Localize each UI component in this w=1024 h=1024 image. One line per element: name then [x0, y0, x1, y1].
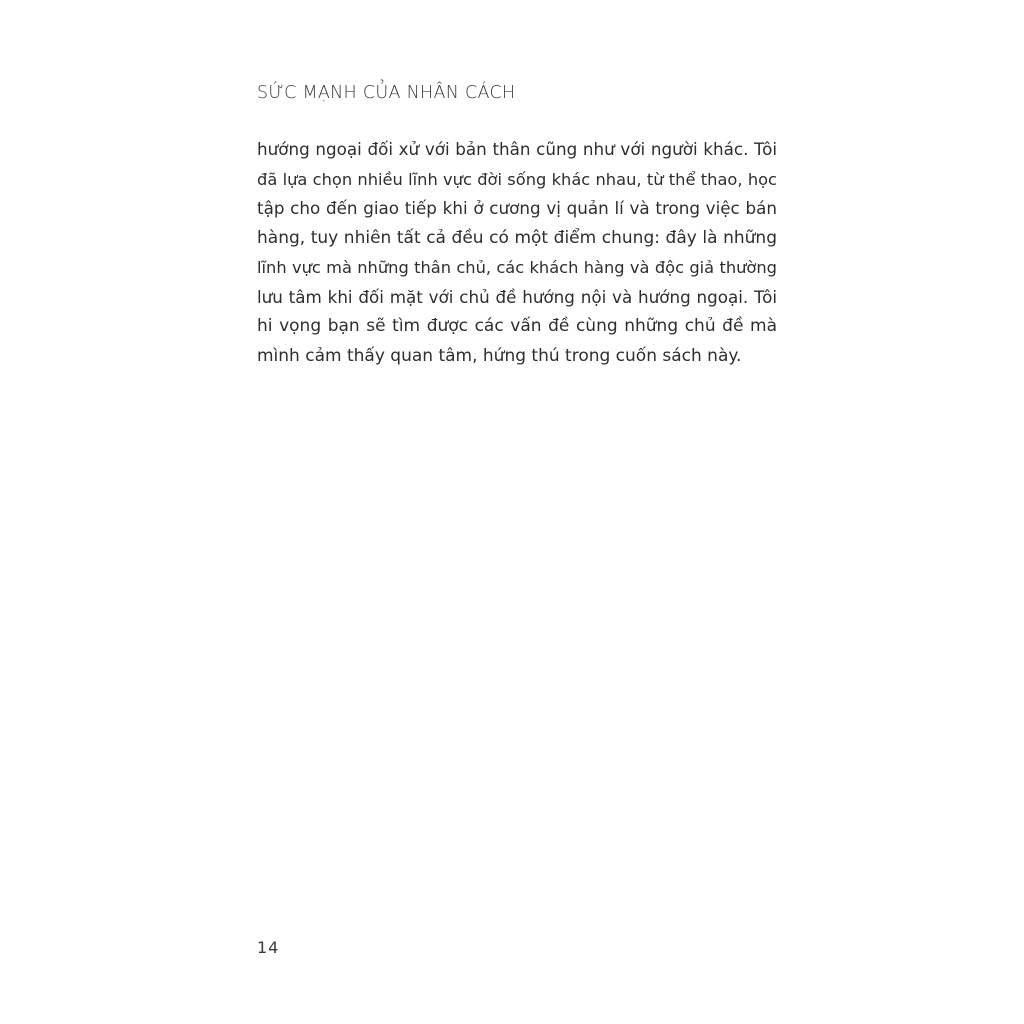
paragraph-line: hi vọng bạn sẽ tìm được các vấn đề cùng những chủ đề mà — [257, 316, 777, 336]
paragraph-line: mình cảm thấy quan tâm, hứng thú trong cuốn sách này. — [257, 345, 742, 366]
paragraph-line: lĩnh vực mà những thân chủ, các khách hàng và độc giả thường — [257, 258, 777, 277]
page-number: 14 — [257, 938, 280, 957]
body-paragraph — [257, 135, 777, 371]
paragraph-line: hàng, tuy nhiên tất cả đều có một điểm chung: đây là những — [257, 227, 777, 248]
running-header-title: SỨC MẠNH CỦA NHÂN CÁCH — [257, 83, 516, 103]
paragraph-line: hướng ngoại đối xử với bản thân cũng như với người khác. Tôi — [257, 139, 777, 159]
paragraph-line: tập cho đến giao tiếp khi ở cương vị quản lí và trong việc bán — [257, 198, 777, 218]
paragraph-line: lưu tâm khi đối mặt với chủ đề hướng nội và hướng ngoại. Tôi — [257, 286, 777, 307]
paragraph-line: đã lựa chọn nhiều lĩnh vực đời sống khác nhau, từ thể thao, học — [257, 169, 777, 189]
